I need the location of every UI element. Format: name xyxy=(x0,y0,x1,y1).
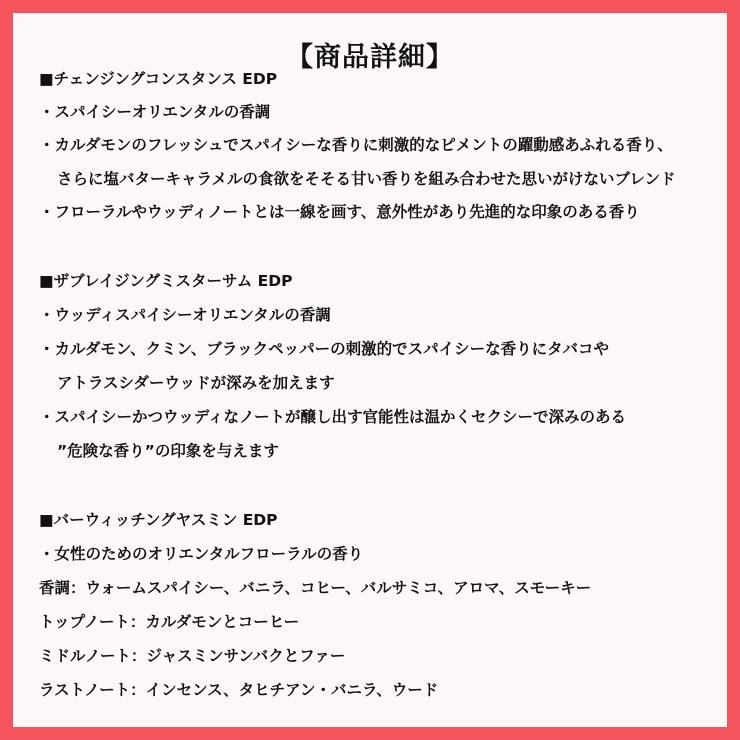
section-2-line-2: ・カルダモン、クミン、ブラックペッパーの刺激的でスパイシーな香りにタバコや xyxy=(39,340,609,358)
section-1-line-3: さらに塩バターキャラメルの食欲をそそる甘い香りを組み合わせた思いがけないブレンド xyxy=(57,170,676,188)
section-1-line-2: ・カルダモンのフレッシュでスパイシーな香りに刺激的なピメントの躍動感あふれる香り、 xyxy=(39,136,673,154)
section-1-line-4: ・フローラルやウッディノートとは一線を画す、意外性があり先進的な印象のある香り xyxy=(39,203,640,221)
scent-profile-line: 香調：ウォームスパイシー、バニラ、コヒー、バルサミコ、アロマ、スモーキー xyxy=(39,579,592,597)
section-2-line-5: ”危険な香り”の印象を与えます xyxy=(57,442,279,460)
section-1-line-1: ・スパイシーオリエンタルの香調 xyxy=(39,103,271,121)
last-note-line: ラストノート：インセンス、タヒチアン・バニラ、ウード xyxy=(39,681,439,699)
section-heading-the-blazing-mister-sam: ■ザブレイジングミスターサム EDP xyxy=(39,272,293,290)
section-heading-changing-constance: ■チェンジングコンスタンス EDP xyxy=(39,70,278,88)
middle-note-line: ミドルノート：ジャスミンサンバクとファー xyxy=(39,647,346,665)
section-2-line-4: ・スパイシーかつウッディなノートが醸し出す官能性は温かくセクシーで深みのある xyxy=(39,408,626,426)
product-details-card xyxy=(13,13,727,727)
section-2-line-3: アトラスシダーウッドが深みを加えます xyxy=(57,374,335,392)
top-note-line: トップノート：カルダモンとコーヒー xyxy=(39,613,300,631)
section-heading-bewitching-yasmine: ■バーウィッチングヤスミン EDP xyxy=(39,511,278,529)
section-2-line-1: ・ウッディスパイシーオリエンタルの香調 xyxy=(39,306,331,324)
section-3-line-1: ・女性のためのオリエンタルフローラルの香り xyxy=(39,545,364,563)
page-title: 【商品詳細】 xyxy=(286,42,454,73)
